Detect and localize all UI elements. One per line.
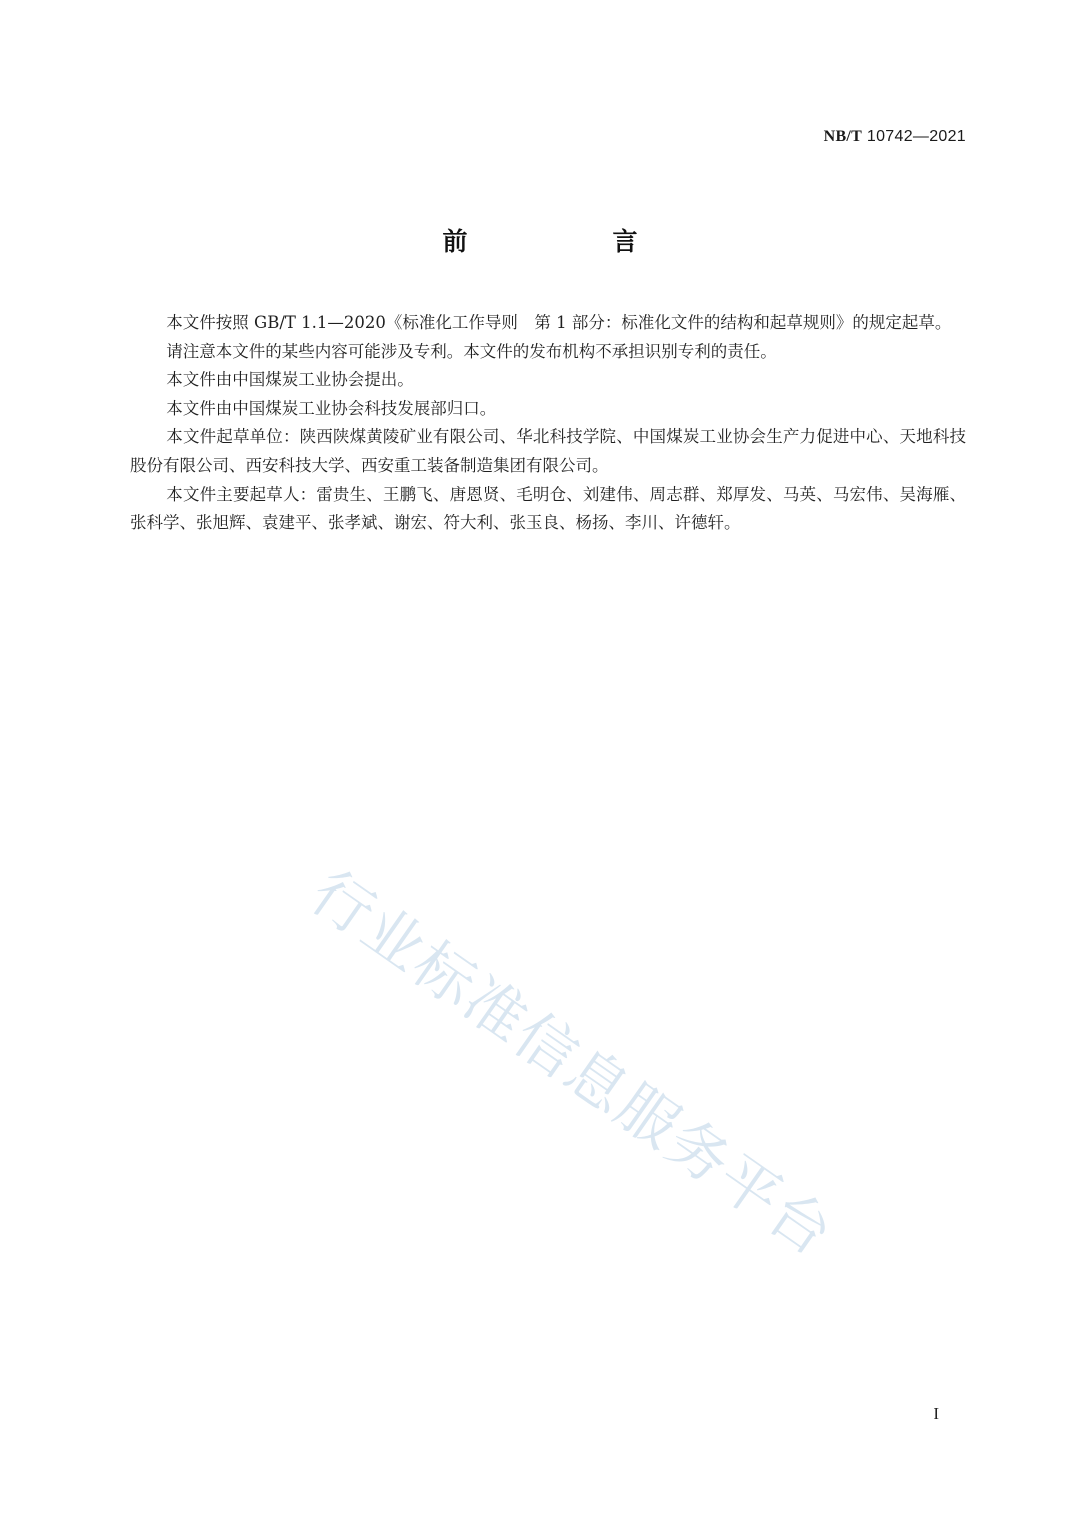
- paragraph-drafting-units: 本文件起草单位：陕西陕煤黄陵矿业有限公司、华北科技学院、中国煤炭工业协会生产力促进中心、天地科技股份有限公司、西安科技大学、西安重工装备制造集团有限公司。: [130, 427, 966, 475]
- watermark: 行业标准信息服务平台: [298, 857, 847, 1271]
- paragraph-administrator: 本文件由中国煤炭工业协会科技发展部归口。: [166, 398, 497, 418]
- paragraph-patent-notice: 请注意本文件的某些内容可能涉及专利。本文件的发布机构不承担识别专利的责任。: [166, 341, 777, 361]
- paragraph-drafters: 本文件主要起草人：雷贵生、王鹏飞、唐恩贤、毛明仓、刘建伟、周志群、郑厚发、马英、马宏伟、吴海雁、张科学、张旭辉、袁建平、张孝斌、谢宏、符大利、张玉良、杨扬、李川、许德轩。: [130, 484, 966, 533]
- standard-prefix: NB/T: [823, 128, 863, 145]
- standard-number: 10742—2021: [866, 128, 966, 145]
- paragraph-drafting-rules: 本文件按照 GB/T 1.1—2020《标准化工作导则 第 1 部分：标准化文件的结构和起草规则》的规定起草。: [166, 313, 952, 332]
- paragraph-proposer: 本文件由中国煤炭工业协会提出。: [166, 370, 414, 390]
- foreword-body: [130, 309, 966, 538]
- page-number: I: [933, 1404, 939, 1423]
- standard-code: [824, 128, 966, 146]
- page-title: 前 言: [442, 227, 698, 256]
